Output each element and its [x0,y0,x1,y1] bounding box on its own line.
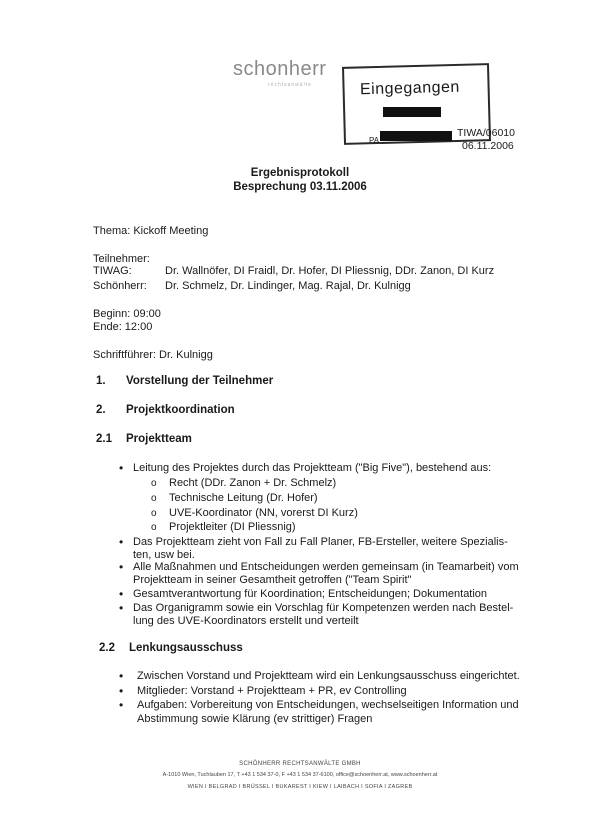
section-1-heading: Vorstellung der Teilnehmer [126,375,274,387]
schoenherr-participants: Dr. Schmelz, Dr. Lindinger, Mag. Rajal, Dr. Kulnigg [165,280,411,292]
bullet-marker: • [119,669,124,683]
sub-list-item: Technische Leitung (Dr. Hofer) [169,492,318,504]
stamp-reference: TIWA/06010 [457,127,515,139]
participants-label: Teilnehmer: [93,253,150,265]
list-item: Zwischen Vorstand und Projektteam wird ein Lenkungsausschuss eingerichtet. [137,670,520,682]
sub-bullet-marker: o [151,478,157,489]
section-2-2-heading: Lenkungsausschuss [129,642,243,654]
firm-logo: schonherr [233,58,327,80]
footer-firm-name: SCHÖNHERR RECHTSANWÄLTE GMBH [239,761,361,767]
schoenherr-label: Schönherr: [93,280,147,292]
list-item: Mitglieder: Vorstand + Projektteam + PR, ev Controlling [137,685,407,697]
list-item: Gesamtverantwortung für Koordination; Entscheidungen; Dokumentation [133,588,488,600]
section-1-number: 1. [96,375,106,387]
list-item: Leitung des Projektes durch das Projektteam ("Big Five"), bestehend aus: [133,462,492,474]
bullet-marker: • [119,587,124,601]
minute-taker: Schriftführer: Dr. Kulnigg [93,349,213,361]
list-item-continuation: Projektteam in seiner Gesamtheit getroffen ("Team Spirit" [133,574,412,586]
tiwag-participants: Dr. Wallnöfer, DI Fraidl, Dr. Hofer, DI Pliessnig, DDr. Zanon, DI Kurz [165,265,495,277]
section-2-heading: Projektkoordination [126,404,235,416]
redaction-bar [380,131,452,141]
bullet-marker: • [119,698,124,712]
section-2-2-number: 2.2 [99,642,115,654]
topic-line: Thema: Kickoff Meeting [93,225,209,237]
section-2-1-number: 2.1 [96,433,112,445]
list-item: Das Projektteam zieht von Fall zu Fall Planer, FB-Ersteller, weitere Spezialis- [133,536,508,548]
list-item: Das Organigramm sowie ein Vorschlag für Kompetenzen werden nach Bestel- [133,602,514,614]
sub-bullet-marker: o [151,508,157,519]
bullet-marker: • [119,535,124,549]
sub-bullet-marker: o [151,522,157,533]
bullet-marker: • [119,601,124,615]
meeting-date-title: Besprechung 03.11.2006 [233,181,367,193]
document-title: Ergebnisprotokoll [250,167,350,179]
footer-address: A-1010 Wien, Tuchlauben 17, T +43 1 534 37-0, F +43 1 534 37-6100, office@schoenherr.at, www.schoenherr.at [162,772,438,778]
list-item-continuation: lung des UVE-Koordinators erstellt und verteilt [133,615,359,627]
bullet-marker: • [119,560,124,574]
bullet-marker: • [119,461,124,475]
tiwag-label: TIWAG: [93,265,132,277]
section-2-number: 2. [96,404,106,416]
sub-list-item: Projektleiter (DI Pliessnig) [169,521,296,533]
bullet-marker: • [119,684,124,698]
sub-list-item: UVE-Koordinator (NN, vorerst DI Kurz) [169,507,358,519]
sub-bullet-marker: o [151,493,157,504]
firm-logo-subtitle: rechtsanwälte [268,82,312,88]
section-2-1-heading: Projektteam [126,433,192,445]
list-item: Aufgaben: Vorbereitung von Entscheidungen, wechselseitigen Information und [137,699,519,711]
list-item: Alle Maßnahmen und Entscheidungen werden gemeinsam (in Teamarbeit) vom [133,561,519,573]
footer-cities: WIEN I BELGRAD I BRÜSSEL I BUKAREST I KIEW I LAIBACH I SOFIA I ZAGREB [187,784,413,790]
start-time: Beginn: 09:00 [93,308,161,320]
stamp-date: 06.11.2006 [462,140,514,152]
list-item-continuation: Abstimmung sowie Klärung (ev strittiger) Fragen [137,713,373,725]
redaction-bar [383,107,441,117]
stamp-pa-label: PA [369,136,380,145]
stamp-title: Eingegangen [359,78,461,99]
end-time: Ende: 12:00 [93,321,153,333]
sub-list-item: Recht (DDr. Zanon + Dr. Schmelz) [169,477,337,489]
list-item-continuation: ten, usw bei. [133,549,195,561]
